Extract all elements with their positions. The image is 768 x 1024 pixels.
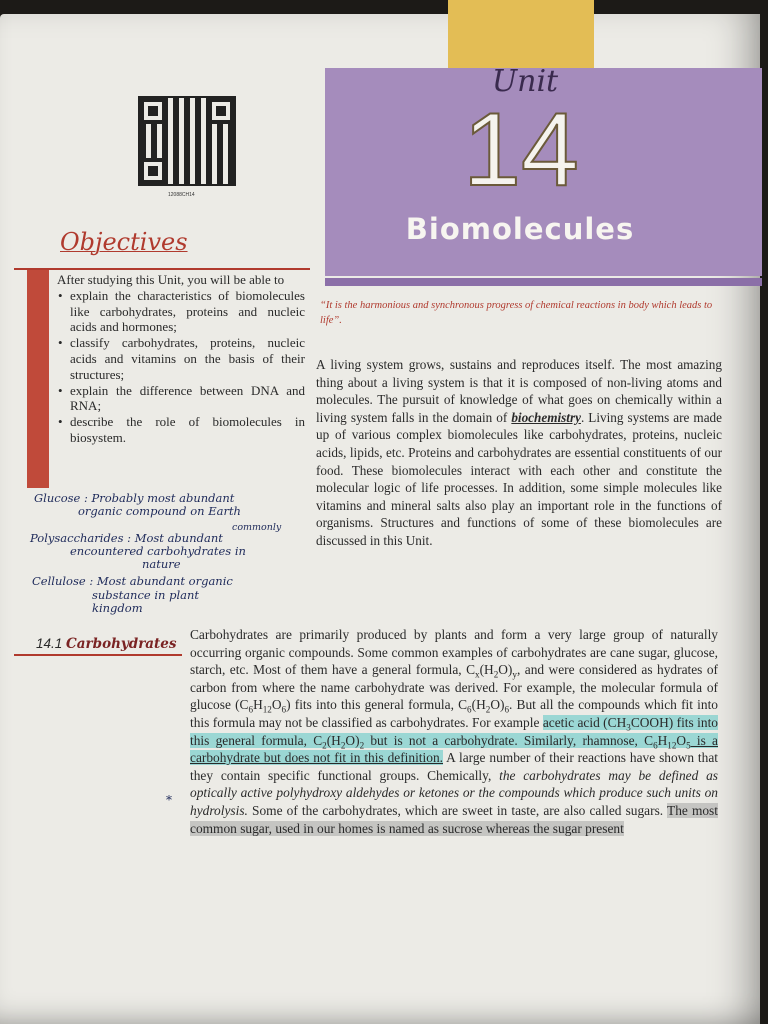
unit-number: 14 [463, 92, 579, 208]
note-polysaccharides-line3: nature [142, 557, 181, 571]
note-glucose-line1: Glucose : Probably most abundant [34, 491, 235, 505]
chapter-quote: “It is the harmonious and synchronous progress of chemical reactions in body which leads to life”. [320, 300, 713, 326]
intro-text-2: . Living systems are made up of various complex biomolecules like carbohydrates, proteins, nucleic acids, lipids, etc. Proteins and carbohydrates are essential constituents of our food. These biomolecules interact with each other and constitute the molecular logic of life processes. In addition, some simple molecules like vitamins and mineral salts also play an important role in the functions of organisms. Structures and functions of some of these biomolecules are discussed in this Unit. [316, 409, 722, 548]
unit-banner-underline [325, 278, 762, 286]
carbohydrates-paragraph: Carbohydrates are primarily produced by plants and form a very large group of naturally occurring organic compounds. Some common examples of carbohydrates are cane sugar, glucose, starch, etc. Most of them have a general formula, $C_x(H_2O)_y$, and were considered as hydrates of carbon from where the name carbohydrate was derived. For example, the molecular formula of glucose $(C_6H_{12}O_6)$ fits into this general formula, $C_6(H_2O)_6$. But all the compounds which fit into this formula may not be classified as carbohydrates. For example acetic acid $(CH_3COOH)$ fits into this general formula, $C_2(H_2O)_2$ but is not a carbohydrate. Similarly, rhamnose, $C_6H_{12}O_5$ is a carbohydrate but does not fit in this definition. A large number of their reactions have shown that they contain specific functional groups. Chemically, the carbohydrates may be defined as optically active polyhydroxy aldehydes or ketones or the compounds which produce such units on hydrolysis. Some of the carbohydrates, which are sweet in taste, are also called sugars. The most common sugar, used in our homes is named as sucrose whereas the sugar present [190, 627, 719, 836]
objective-item: • explain the difference between DNA and RNA; [70, 383, 305, 415]
intro-paragraph [316, 356, 722, 550]
qr-code-label: 12088CH14 [168, 192, 195, 198]
carbohydrate-definition: the carbohydrates may be defined as optically active polyhydroxy aldehydes or ketones or the compounds which produce such units on hydrolysis. [190, 767, 718, 818]
objectives-rule [14, 268, 310, 270]
objectives-side-bar [27, 270, 49, 488]
highlight-acetic-rhamnose: acetic acid $(CH_3COOH)$ fits into this general formula, $C_2(H_2O)_2$ but is not a carbohydrate. Similarly, rhamnose, $C_6H_{12}O_5$ is a carbohydrate but does not fit in this definition. [190, 714, 718, 766]
qr-code [138, 96, 236, 186]
section-title: Carbohydrates [66, 636, 177, 652]
note-glucose-line2: organic compound on Earth [78, 504, 241, 518]
note-cellulose-line2: substance in plant [92, 588, 200, 602]
note-cellulose-line3: kingdom [92, 601, 143, 615]
objectives-box [57, 272, 305, 446]
note-polysaccharides-line1: Polysaccharides : Most abundant [30, 531, 223, 545]
objectives-list [57, 288, 305, 446]
star-mark: * [166, 793, 172, 807]
note-polysaccharides-line2: encountered carbohydrates in [70, 544, 246, 558]
objectives-intro: After studying this Unit, you will be able to [57, 272, 285, 287]
unit-word: Unit [491, 64, 559, 99]
note-polysaccharides-above: commonly [232, 522, 282, 533]
section-rule [14, 654, 182, 656]
biochemistry-term: biochemistry [511, 409, 581, 425]
section-heading [36, 636, 176, 652]
intro-text-1: A living system grows, sustains and reproduces itself. The most amazing thing about a living system is that it is composed of non-living atoms and molecules. The pursuit of knowledge of what goes on chemically within a living system falls in the domain of [316, 357, 722, 425]
section-number: 14.1 [36, 636, 63, 651]
note-cellulose-line1: Cellulose : Most abundant organic [32, 574, 233, 588]
objective-item: • classify carbohydrates, proteins, nucleic acids and vitamins on the basis of their structures; [70, 335, 305, 382]
objective-item: • describe the role of biomolecules in biosystem. [70, 414, 305, 446]
objectives-heading: Objectives [60, 228, 188, 256]
objective-item: • explain the characteristics of biomolecules like carbohydrates, proteins and nucleic acids and hormones; [70, 288, 305, 335]
unit-title: Biomolecules [405, 212, 635, 246]
highlight-sucrose: The most common sugar, used in our homes is named as sucrose whereas the sugar present [190, 802, 718, 836]
